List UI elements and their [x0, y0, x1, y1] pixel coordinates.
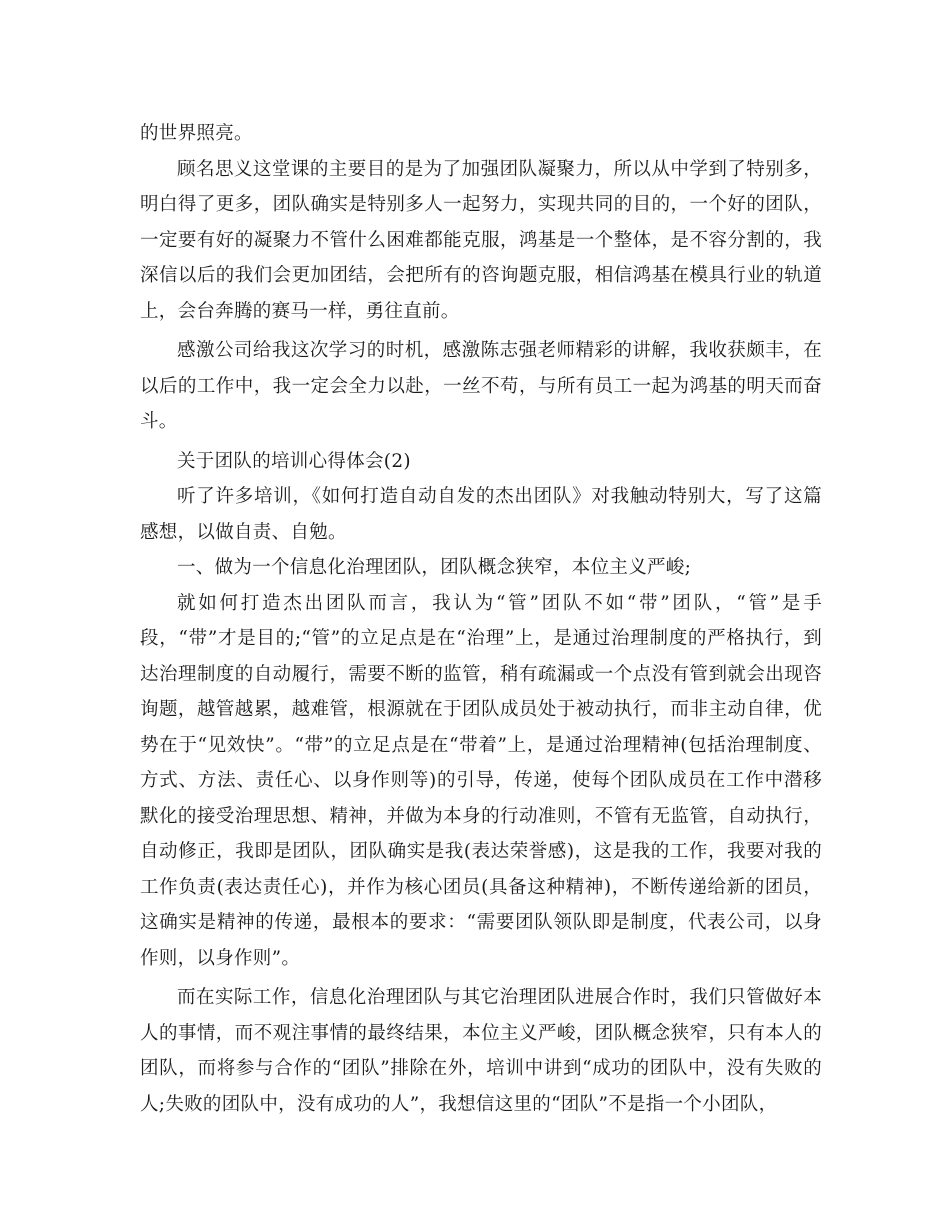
paragraph-thanks: 感激公司给我这次学习的时机，感激陈志强老师精彩的讲解，我收获颇丰，在以后的工作中，我一定会全力以赴，一丝不苟，与所有员工一起为鸿基的明天而奋斗。 — [140, 340, 822, 432]
paragraph-actual-work: 而在实际工作，信息化治理团队与其它治理团队进展合作时，我们只管做好本人的事情，而不观注事情的最终结果，本位主义严峻，团队概念狭窄，只有本人的团队，而将参与合作的“团队”排除在外，培训中讲到“成功的团队中，没有失败的人;失败的团队中，没有成功的人”，我想信这里的“团队”不是指一个小团队， — [140, 987, 822, 1115]
section-heading: 关于团队的培训心得体会(2) — [177, 450, 411, 472]
paragraph-training-intro: 听了许多培训，《如何打造自动自发的杰出团队》对我触动特别大，写了这篇感想，以做自责、自勉。 — [140, 486, 822, 543]
paragraph-continuation: 的世界照亮。 — [140, 123, 253, 144]
paragraph-team-cohesion: 顾名思义这堂课的主要目的是为了加强团队凝聚力，所以从中学到了特别多，明白得了更多，团队确实是特别多人一起努力，实现共同的目的，一个好的团队，一定要有好的凝聚力不管什么困难都能克服，鸿基是一个整体，是不容分割的，我深信以后的我们会更加团结，会把所有的咨询题克服，相信鸿基在模具行业的轨道上，会台奔腾的赛马一样，勇往直前。 — [140, 158, 822, 322]
paragraph-point-one: 一、做为一个信息化治理团队，团队概念狭窄，本位主义严峻; — [177, 557, 692, 578]
paragraph-manage-vs-lead: 就如何打造杰出团队而言，我认为“管”团队不如“带”团队，“管”是手段，“带”才是目的;“管”的立足点是在“治理”上，是通过治理制度的严格执行，到达治理制度的自动履行，需要不断的监管，稍有疏漏或一个点没有管到就会出现咨询题，越管越累，越难管，根源就在于团队成员处于被动执行，而非主动自律，优势在于“见效快”。“带”的立足点是在“带着”上，是通过治理精神(包括治理制度、方式、方法、责任心、以身作则等)的引导，传递，使每个团队成员在工作中潜移默化的接受治理思想、精神，并做为本身的行动准则，不管有无监管，自动执行，自动修正，我即是团队，团队确实是我(表达荣誉感)，这是我的工作，我要对我的工作负责(表达责任心)，并作为核心团员(具备这种精神)，不断传递给新的团员，这确实是精神的传递，最根本的要求：“需要团队领队即是制度，代表公司，以身作则，以身作则”。 — [140, 592, 822, 969]
